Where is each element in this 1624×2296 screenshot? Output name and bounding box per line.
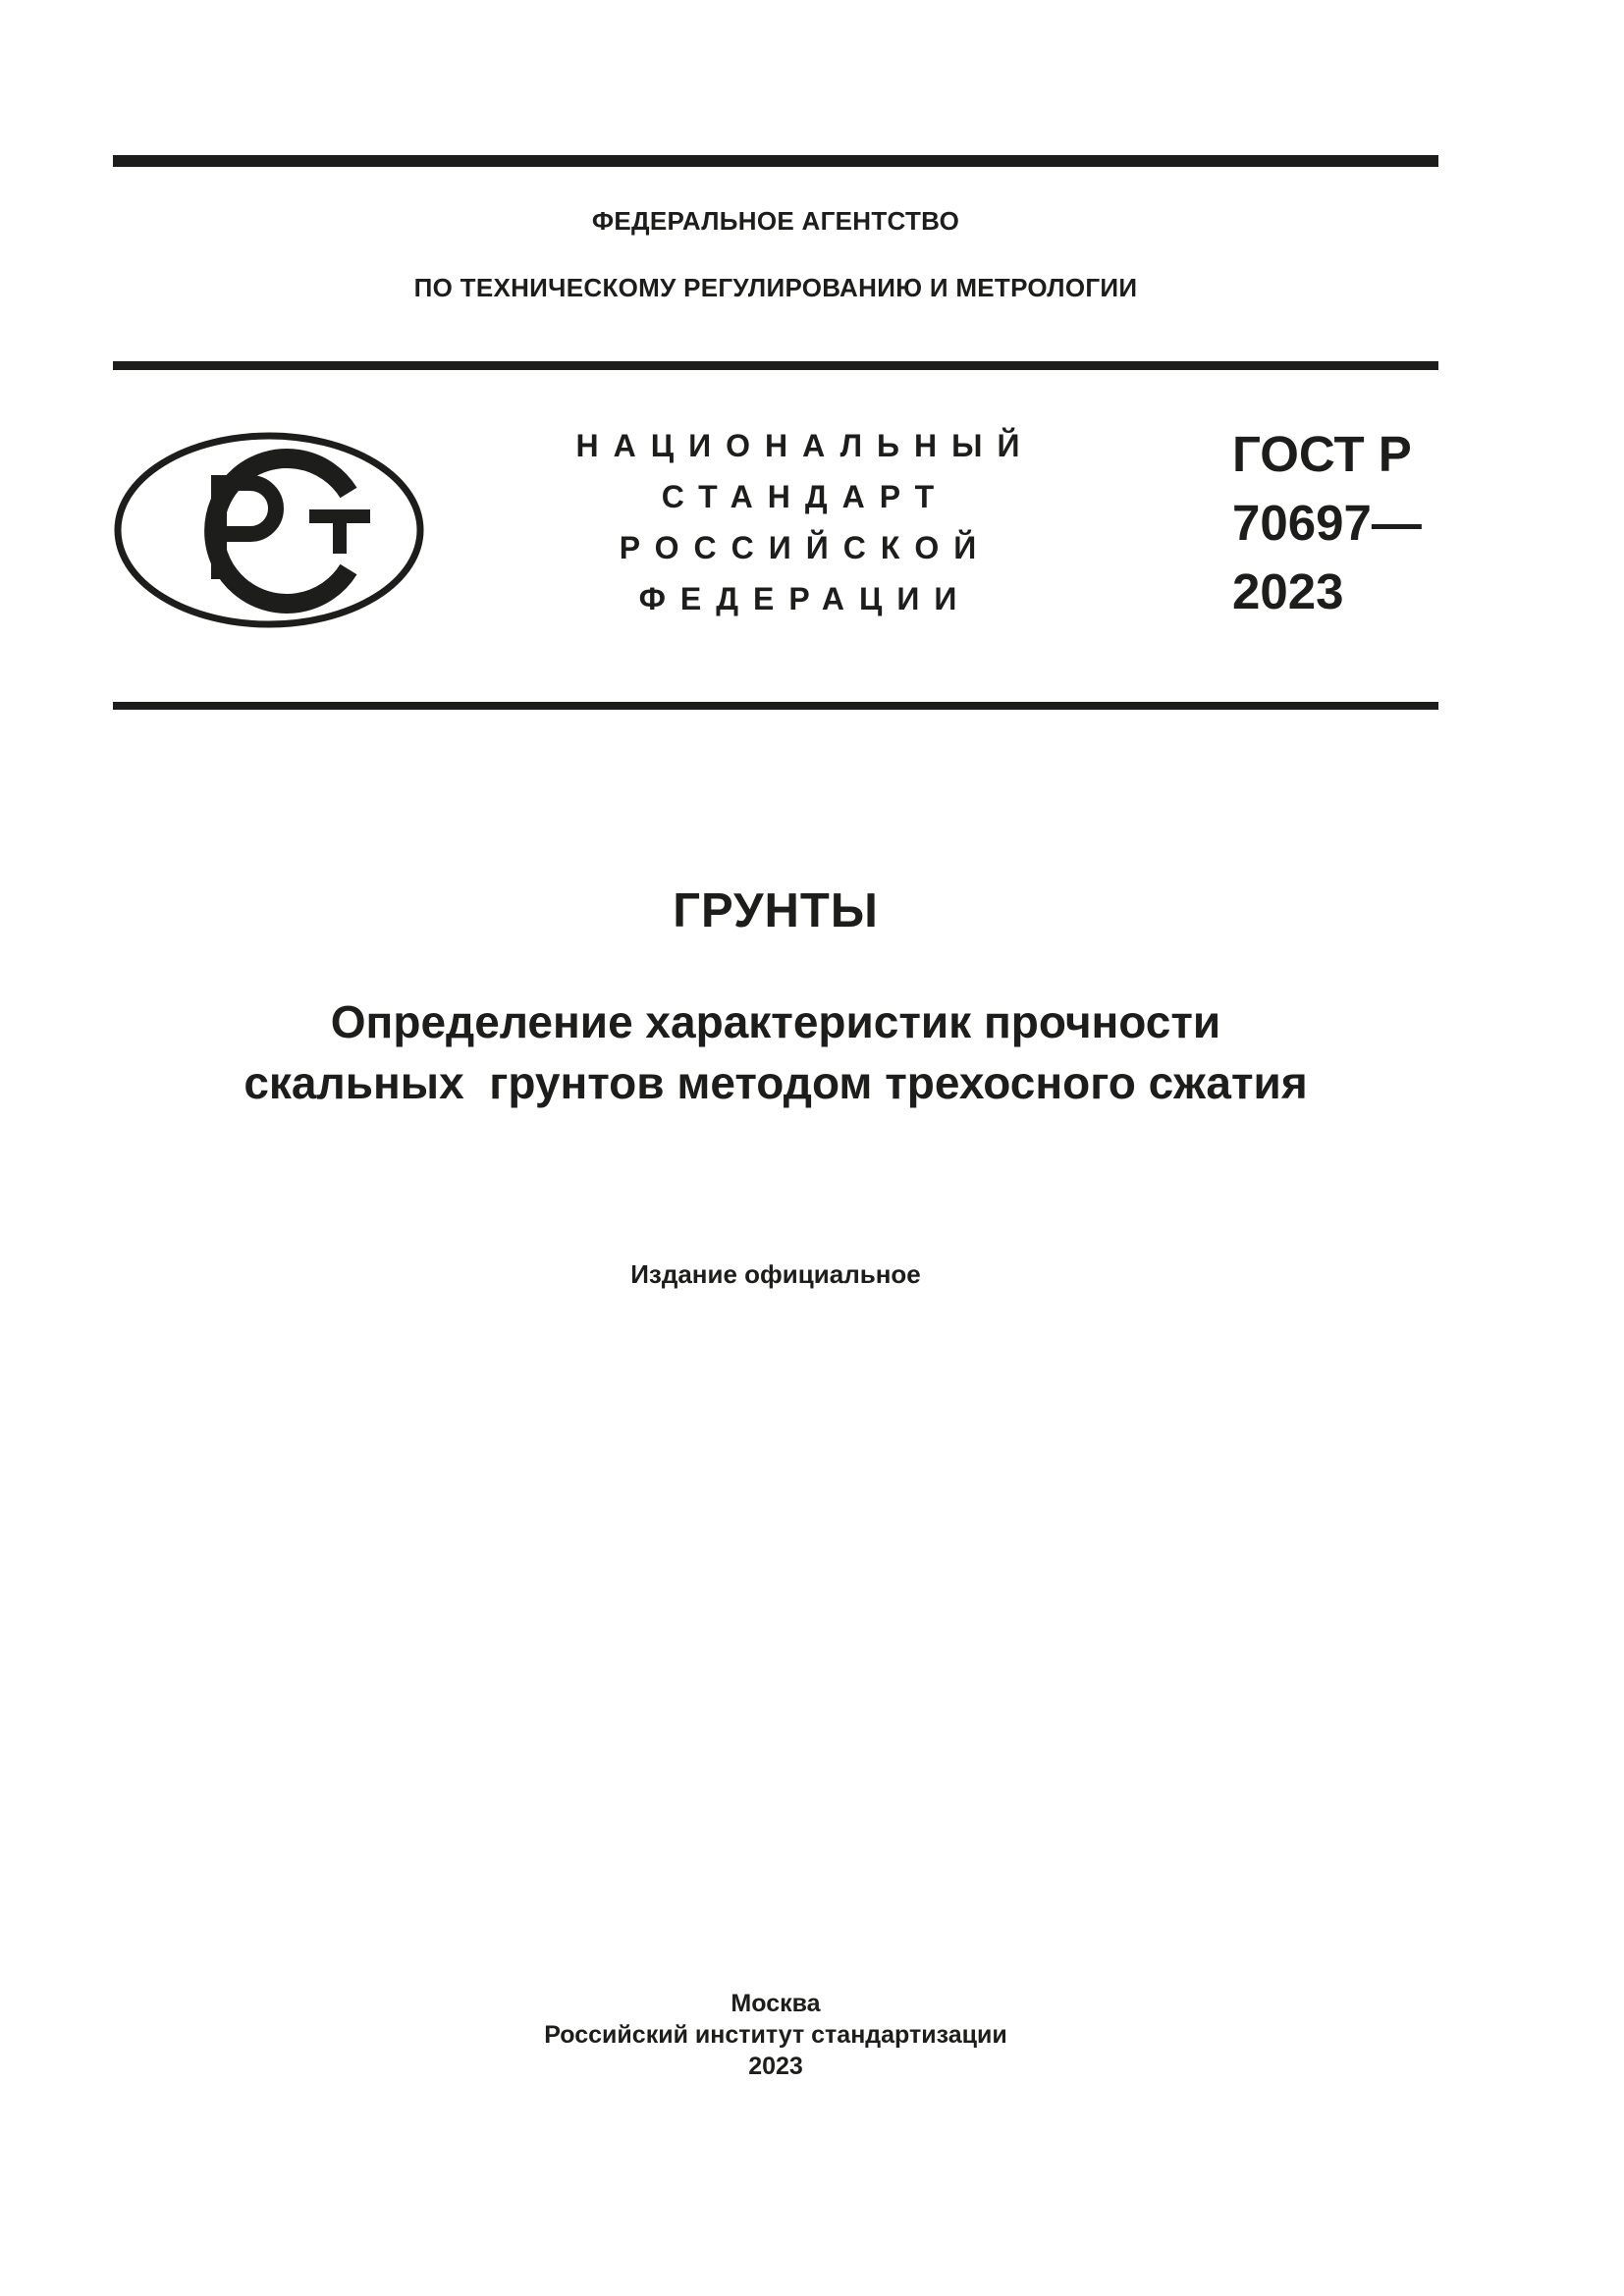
agency-name-line1: ФЕДЕРАЛЬНОЕ АГЕНТСТВО (591, 206, 960, 236)
imprint-city: Москва (731, 1990, 821, 2017)
imprint-year: 2023 (748, 2053, 803, 2080)
standard-type (550, 420, 1060, 624)
top-rule (113, 155, 1438, 167)
standard-designation (1232, 420, 1422, 626)
imprint-publisher: Российский институт стандартизации (544, 2021, 1007, 2049)
standard-type-line1: НАЦИОНАЛЬНЫЙ (575, 428, 1035, 463)
standard-type-line4: ФЕДЕРАЦИИ (638, 581, 972, 616)
imprint (113, 1988, 1438, 2082)
title-block-rule (113, 702, 1438, 710)
header-rule (113, 361, 1438, 370)
document-subtitle (113, 991, 1438, 1113)
document-title: ГРУНТЫ (673, 884, 879, 937)
standard-type-line3: РОССИЙСКОЙ (619, 530, 992, 565)
standard-type-line2: СТАНДАРТ (661, 479, 949, 514)
subtitle-line1: Определение характеристик прочности (330, 996, 1221, 1047)
agency-name-line2: ПО ТЕХНИЧЕСКОМУ РЕГУЛИРОВАНИЮ И МЕТРОЛОГИИ (413, 273, 1138, 302)
designation-line1: ГОСТ Р (1232, 426, 1412, 482)
subtitle-line2: скальных грунтов методом трехосного сжатия (244, 1057, 1308, 1108)
designation-line2: 70697— (1232, 495, 1422, 551)
edition-note: Издание официальное (630, 1259, 921, 1289)
designation-line3: 2023 (1232, 563, 1344, 619)
rst-certification-mark-icon (113, 432, 425, 628)
